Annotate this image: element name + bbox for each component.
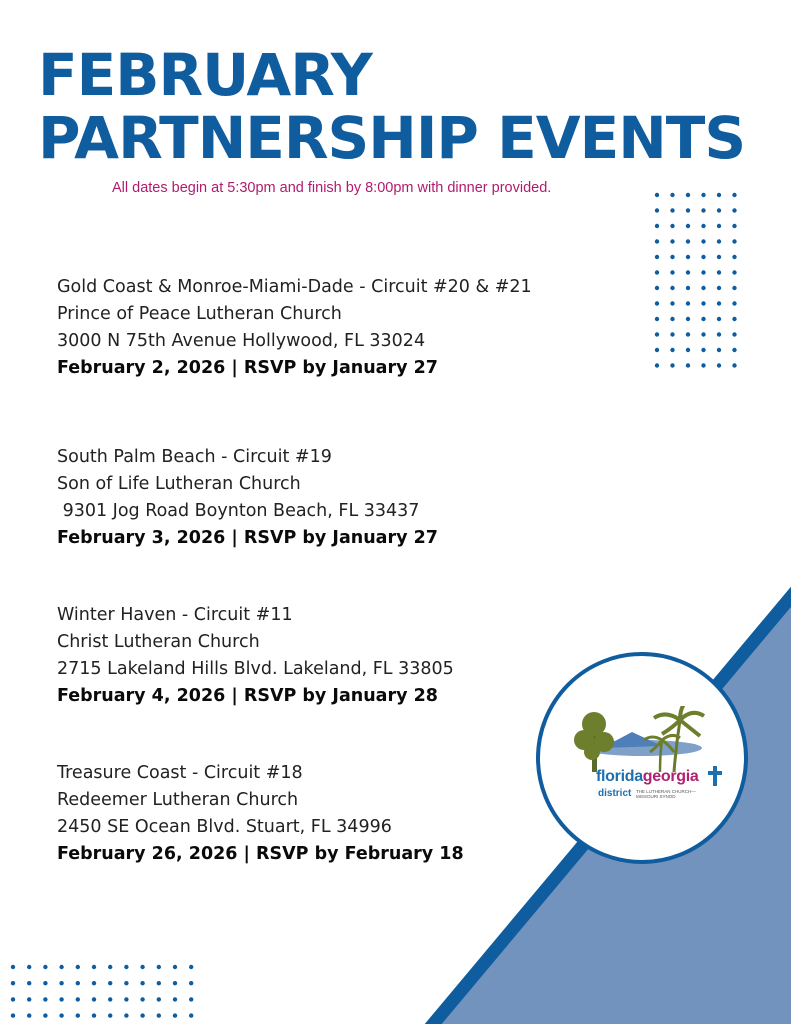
page-title bbox=[38, 41, 746, 172]
decor-dot bbox=[43, 965, 47, 969]
decor-dot bbox=[717, 301, 721, 305]
decor-dot bbox=[27, 997, 31, 1001]
decor-dot bbox=[686, 286, 690, 290]
decor-dot bbox=[655, 301, 659, 305]
dot-pattern-top-right bbox=[652, 190, 748, 382]
decor-dot bbox=[686, 208, 690, 212]
decor-dot bbox=[157, 981, 161, 985]
decor-dot bbox=[655, 239, 659, 243]
decor-dot bbox=[43, 1013, 47, 1017]
decor-dot bbox=[717, 208, 721, 212]
logo-georgia: georgia bbox=[642, 768, 699, 785]
event-address: 9301 Jog Road Boynton Beach, FL 33437 bbox=[57, 501, 420, 521]
decor-dot bbox=[27, 981, 31, 985]
decor-dot bbox=[717, 239, 721, 243]
event-circuit: Winter Haven - Circuit #11 bbox=[57, 605, 293, 625]
logo-district: district bbox=[598, 788, 632, 799]
decor-dot bbox=[76, 997, 80, 1001]
decor-dot bbox=[108, 965, 112, 969]
event-address: 2450 SE Ocean Blvd. Stuart, FL 34996 bbox=[57, 817, 392, 837]
decor-dot bbox=[701, 332, 705, 336]
decor-dot bbox=[701, 224, 705, 228]
decor-dot bbox=[701, 208, 705, 212]
decor-dot bbox=[701, 348, 705, 352]
decor-dot bbox=[59, 997, 63, 1001]
event-date-rsvp: February 4, 2026 | RSVP by January 28 bbox=[57, 686, 438, 706]
decor-dot bbox=[732, 255, 736, 259]
event-entry bbox=[57, 760, 464, 868]
decor-dot bbox=[670, 255, 674, 259]
decor-dot bbox=[717, 348, 721, 352]
decor-dot bbox=[701, 286, 705, 290]
decor-dot bbox=[701, 270, 705, 274]
decor-dot bbox=[27, 1013, 31, 1017]
decor-dot bbox=[701, 317, 705, 321]
decor-dot bbox=[670, 286, 674, 290]
decor-dot bbox=[11, 981, 15, 985]
decor-dot bbox=[686, 332, 690, 336]
decor-dot bbox=[670, 239, 674, 243]
decor-dot bbox=[732, 301, 736, 305]
decor-dot bbox=[732, 286, 736, 290]
event-address: 2715 Lakeland Hills Blvd. Lakeland, FL 33805 bbox=[57, 659, 454, 679]
decor-dot bbox=[717, 332, 721, 336]
decor-dot bbox=[717, 193, 721, 197]
decor-dot bbox=[157, 965, 161, 969]
decor-dot bbox=[732, 224, 736, 228]
decor-dot bbox=[670, 317, 674, 321]
decor-dot bbox=[655, 317, 659, 321]
decor-dot bbox=[732, 208, 736, 212]
decor-dot bbox=[11, 1013, 15, 1017]
logo-florida: florida bbox=[596, 768, 643, 785]
decor-dot bbox=[124, 981, 128, 985]
decor-dot bbox=[686, 348, 690, 352]
palm-trees-icon bbox=[562, 706, 712, 776]
decor-dot bbox=[670, 348, 674, 352]
decor-dot bbox=[701, 301, 705, 305]
decor-dot bbox=[717, 286, 721, 290]
decor-dot bbox=[59, 1013, 63, 1017]
decor-dot bbox=[732, 239, 736, 243]
decor-dot bbox=[686, 270, 690, 274]
decor-dot bbox=[173, 981, 177, 985]
event-church: Prince of Peace Lutheran Church bbox=[57, 304, 342, 324]
logo-wordmark bbox=[596, 768, 699, 786]
decor-dot bbox=[655, 255, 659, 259]
decor-dot bbox=[686, 317, 690, 321]
decor-dot bbox=[76, 1013, 80, 1017]
decor-dot bbox=[701, 239, 705, 243]
decor-dot bbox=[686, 255, 690, 259]
schedule-note: All dates begin at 5:30pm and finish by 8:00pm with dinner provided. bbox=[112, 180, 552, 196]
decor-dot bbox=[140, 981, 144, 985]
decor-dot bbox=[717, 255, 721, 259]
decor-dot bbox=[173, 1013, 177, 1017]
decor-dot bbox=[732, 270, 736, 274]
decor-dot bbox=[92, 981, 96, 985]
decor-dot bbox=[701, 363, 705, 367]
decor-dot bbox=[732, 363, 736, 367]
decor-dot bbox=[43, 997, 47, 1001]
title-line-1: FEBRUARY bbox=[38, 41, 372, 109]
decor-dot bbox=[701, 255, 705, 259]
decor-dot bbox=[732, 332, 736, 336]
decor-dot bbox=[655, 348, 659, 352]
decor-dot bbox=[108, 981, 112, 985]
decor-dot bbox=[670, 301, 674, 305]
decor-dot bbox=[108, 1013, 112, 1017]
decor-dot bbox=[108, 997, 112, 1001]
cross-icon bbox=[708, 766, 722, 786]
event-church: Redeemer Lutheran Church bbox=[57, 790, 299, 810]
decor-dot bbox=[686, 239, 690, 243]
logo-synod: THE LUTHERAN CHURCH— MISSOURI SYNOD bbox=[636, 789, 696, 799]
decor-dot bbox=[189, 981, 193, 985]
decor-dot bbox=[670, 208, 674, 212]
decor-dot bbox=[76, 981, 80, 985]
decor-dot bbox=[43, 981, 47, 985]
decor-dot bbox=[717, 224, 721, 228]
decor-dot bbox=[140, 997, 144, 1001]
decor-dot bbox=[189, 965, 193, 969]
event-date-rsvp: February 2, 2026 | RSVP by January 27 bbox=[57, 358, 438, 378]
event-entry bbox=[57, 274, 532, 382]
decor-dot bbox=[655, 224, 659, 228]
decor-dot bbox=[173, 965, 177, 969]
decor-dot bbox=[717, 363, 721, 367]
decor-dot bbox=[92, 965, 96, 969]
event-address: 3000 N 75th Avenue Hollywood, FL 33024 bbox=[57, 331, 426, 351]
decor-dot bbox=[670, 193, 674, 197]
decor-dot bbox=[157, 997, 161, 1001]
decor-dot bbox=[189, 997, 193, 1001]
decor-dot bbox=[92, 1013, 96, 1017]
event-entry bbox=[57, 444, 438, 552]
decor-dot bbox=[140, 1013, 144, 1017]
decor-dot bbox=[686, 363, 690, 367]
decor-dot bbox=[655, 208, 659, 212]
decor-dot bbox=[189, 1013, 193, 1017]
decor-dot bbox=[670, 332, 674, 336]
decor-dot bbox=[59, 981, 63, 985]
decor-dot bbox=[732, 348, 736, 352]
decor-dot bbox=[173, 997, 177, 1001]
decor-dot bbox=[686, 301, 690, 305]
decor-dot bbox=[670, 363, 674, 367]
decor-dot bbox=[717, 270, 721, 274]
decor-dot bbox=[670, 270, 674, 274]
decor-dot bbox=[732, 193, 736, 197]
decor-dot bbox=[59, 965, 63, 969]
event-church: Son of Life Lutheran Church bbox=[57, 474, 301, 494]
decor-dot bbox=[655, 332, 659, 336]
decor-dot bbox=[655, 193, 659, 197]
decor-dot bbox=[655, 286, 659, 290]
decor-dot bbox=[717, 317, 721, 321]
decor-dot bbox=[655, 363, 659, 367]
decor-dot bbox=[11, 997, 15, 1001]
title-line-2: PARTNERSHIP EVENTS bbox=[38, 104, 746, 172]
decor-dot bbox=[124, 965, 128, 969]
decor-dot bbox=[157, 1013, 161, 1017]
decor-dot bbox=[140, 965, 144, 969]
decor-dot bbox=[27, 965, 31, 969]
decor-dot bbox=[92, 997, 96, 1001]
decor-dot bbox=[686, 193, 690, 197]
event-date-rsvp: February 26, 2026 | RSVP by February 18 bbox=[57, 844, 464, 864]
event-circuit: Gold Coast & Monroe-Miami-Dade - Circuit #20 & #21 bbox=[57, 277, 532, 297]
decor-dot bbox=[686, 224, 690, 228]
decor-dot bbox=[11, 965, 15, 969]
district-logo-badge bbox=[536, 652, 748, 864]
decor-dot bbox=[76, 965, 80, 969]
event-circuit: Treasure Coast - Circuit #18 bbox=[57, 763, 303, 783]
decor-dot bbox=[124, 1013, 128, 1017]
dot-pattern-bottom-left bbox=[8, 962, 204, 1024]
event-circuit: South Palm Beach - Circuit #19 bbox=[57, 447, 332, 467]
decor-dot bbox=[732, 317, 736, 321]
decor-dot bbox=[670, 224, 674, 228]
decor-dot bbox=[124, 997, 128, 1001]
decor-dot bbox=[701, 193, 705, 197]
event-entry bbox=[57, 602, 454, 710]
event-date-rsvp: February 3, 2026 | RSVP by January 27 bbox=[57, 528, 438, 548]
event-church: Christ Lutheran Church bbox=[57, 632, 260, 652]
decor-dot bbox=[655, 270, 659, 274]
